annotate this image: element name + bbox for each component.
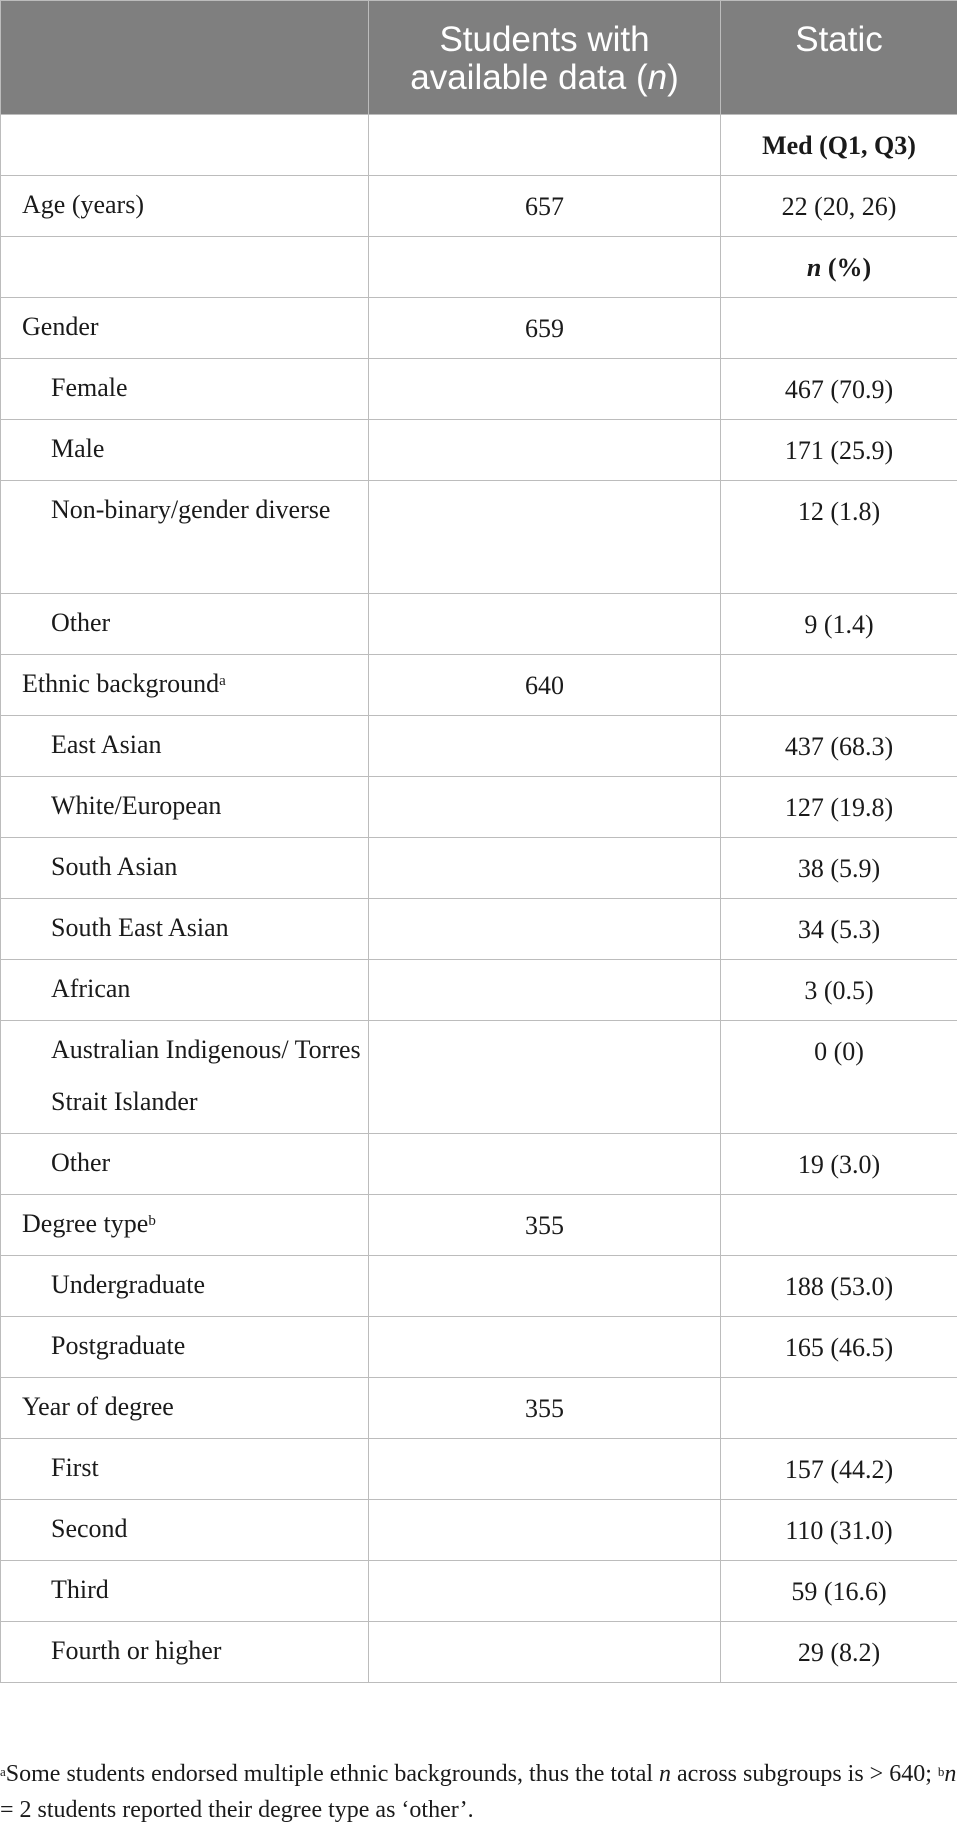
row-label: Fourth or higher xyxy=(1,1622,369,1683)
header-available-data: Students with available data (n) xyxy=(369,1,721,115)
row-label: Other xyxy=(1,1134,369,1195)
table-row xyxy=(1,115,957,176)
header-row xyxy=(1,1,957,115)
table-row xyxy=(1,716,957,777)
row-value: 467 (70.9) xyxy=(721,359,957,420)
row-label: Year of degree xyxy=(1,1378,369,1439)
row-value: 38 (5.9) xyxy=(721,838,957,899)
table-row xyxy=(1,1021,957,1134)
row-label: African xyxy=(1,960,369,1021)
row-value: 22 (20, 26) xyxy=(721,176,957,237)
subheader-n-percent: n (%) xyxy=(721,237,957,298)
row-n: 640 xyxy=(369,655,721,716)
row-label: South Asian xyxy=(1,838,369,899)
table-row xyxy=(1,1439,957,1500)
table-footnote: $^a$Some students endorsed multiple ethnic backgrounds, thus the total n across subgroups is > 640; $^b$n = 2 students reported their degree type as ‘other’. xyxy=(0,1761,957,1823)
row-value: 59 (16.6) xyxy=(721,1561,957,1622)
row-label: White/European xyxy=(1,777,369,838)
row-value: 188 (53.0) xyxy=(721,1256,957,1317)
table-row xyxy=(1,237,957,298)
row-value: 34 (5.3) xyxy=(721,899,957,960)
header-blank xyxy=(1,1,369,115)
row-label: Australian Indigenous/ Torres Strait Islander xyxy=(1,1021,369,1134)
table-row xyxy=(1,899,957,960)
table-row xyxy=(1,777,957,838)
row-value: 127 (19.8) xyxy=(721,777,957,838)
row-label: Postgraduate xyxy=(1,1317,369,1378)
row-label: Male xyxy=(1,420,369,481)
table-row xyxy=(1,298,957,359)
table-row xyxy=(1,1134,957,1195)
row-label: East Asian xyxy=(1,716,369,777)
table-row xyxy=(1,1622,957,1683)
table-row xyxy=(1,1561,957,1622)
table-row xyxy=(1,481,957,594)
table-row xyxy=(1,1256,957,1317)
row-n: 659 xyxy=(369,298,721,359)
row-label: Degree type$^b$ xyxy=(1,1195,369,1256)
row-value: 437 (68.3) xyxy=(721,716,957,777)
table-row xyxy=(1,1195,957,1256)
row-value: 171 (25.9) xyxy=(721,420,957,481)
row-value: 110 (31.0) xyxy=(721,1500,957,1561)
row-label: Other xyxy=(1,594,369,655)
row-label: Second xyxy=(1,1500,369,1561)
row-value: 12 (1.8) xyxy=(721,481,957,594)
table-row xyxy=(1,420,957,481)
row-label: Ethnic background$^a$ xyxy=(1,655,369,716)
table-row xyxy=(1,655,957,716)
table-row xyxy=(1,1500,957,1561)
row-label: South East Asian xyxy=(1,899,369,960)
row-n: 657 xyxy=(369,176,721,237)
row-value: 165 (46.5) xyxy=(721,1317,957,1378)
row-label: Non-binary/gender diverse xyxy=(1,481,369,594)
row-n: 355 xyxy=(369,1195,721,1256)
header-static: Static xyxy=(721,1,957,115)
table-row xyxy=(1,594,957,655)
subheader-median: Med (Q1, Q3) xyxy=(721,115,957,176)
row-label: Undergraduate xyxy=(1,1256,369,1317)
table-row xyxy=(1,176,957,237)
table-row xyxy=(1,838,957,899)
row-label: First xyxy=(1,1439,369,1500)
row-n: 355 xyxy=(369,1378,721,1439)
row-value: 9 (1.4) xyxy=(721,594,957,655)
row-value: 157 (44.2) xyxy=(721,1439,957,1500)
row-value: 0 (0) xyxy=(721,1021,957,1134)
table-row xyxy=(1,1378,957,1439)
row-label: Female xyxy=(1,359,369,420)
row-value: 29 (8.2) xyxy=(721,1622,957,1683)
row-label: Age (years) xyxy=(1,176,369,237)
table-row xyxy=(1,960,957,1021)
table-row xyxy=(1,1317,957,1378)
row-value: 19 (3.0) xyxy=(721,1134,957,1195)
table-row xyxy=(1,359,957,420)
row-value: 3 (0.5) xyxy=(721,960,957,1021)
row-label: Third xyxy=(1,1561,369,1622)
row-label: Gender xyxy=(1,298,369,359)
